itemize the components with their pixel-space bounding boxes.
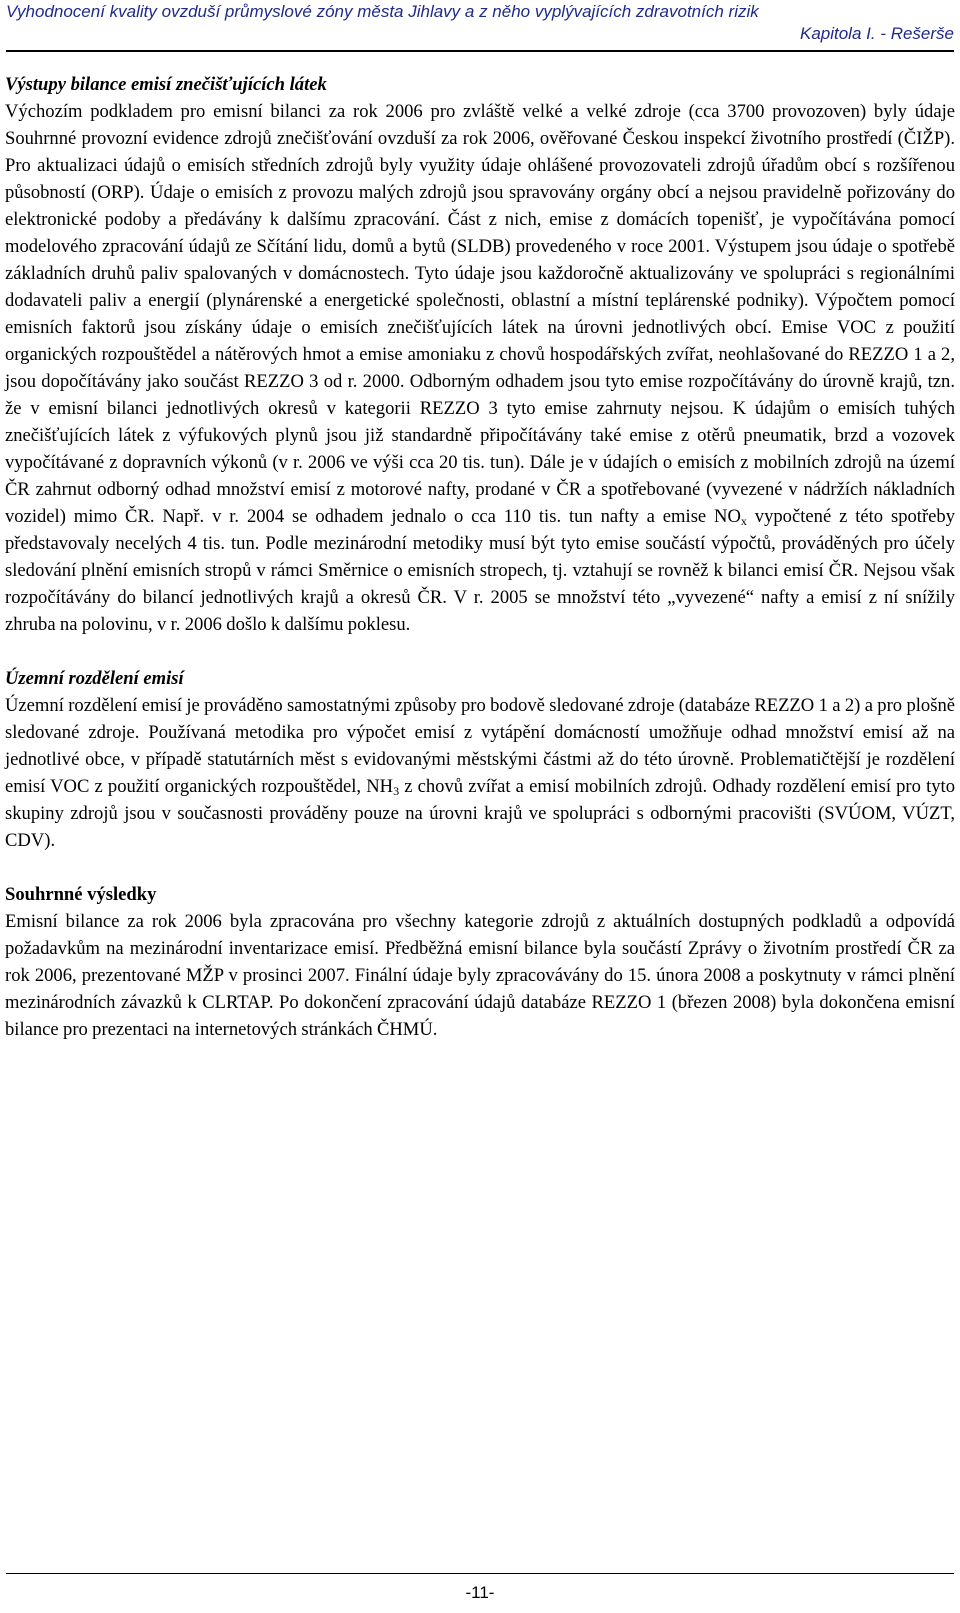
section-emission-outputs xyxy=(5,71,955,638)
paragraph-text: Územní rozdělení emisí je prováděno samostatnými způsoby pro bodově sledované zdroje (databáze REZZO 1 a 2) a pro plošně sledované zdroje. Používaná metodika pro výpočet emisí z vytápění domácností umožňuje odhad množství emisí až na jednotlivé obce, v případě statutárních měst s evidovanými městskými částmi až do této úrovně. Problematičtější je rozdělení emisí VOC z použití organických rozpouštědel, NH xyxy=(5,695,955,797)
section-paragraph xyxy=(5,692,955,854)
document-title: Vyhodnocení kvality ovzduší průmyslové zóny města Jihlavy a z něho vyplývajících zdravotních rizik xyxy=(6,2,759,21)
section-paragraph xyxy=(5,98,955,638)
document-body xyxy=(5,71,955,1043)
section-territorial-distribution xyxy=(5,665,955,854)
paragraph-text: Výchozím podkladem pro emisní bilanci za rok 2006 pro zvláště velké a velké zdroje (cca 3700 provozoven) byly údaje Souhrnné provozní evidence zdrojů znečišťování ovzduší za rok 2006, ověřované Českou inspekcí životního prostředí (ČIŽP). Pro aktualizaci údajů o emisích středních zdrojů byly využity údaje ohlášené provozovateli zdrojů úřadům obcí s rozšířenou působností (ORP). Údaje o emisích z provozu malých zdrojů jsou spravovány orgány obcí a nejsou pravidelně pořizovány do elektronické podoby a předávány k dalšímu zpracování. Část z nich, emise z domácích topenišť, je vypočítávána pomocí modelového zpracování údajů ze Sčítání lidu, domů a bytů (SLDB) provedeného v roce 2001. Výstupem jsou údaje o spotřebě základních druhů paliv spalovaných v domácnostech. Tyto údaje jsou každoročně aktualizovány ve spolupráci s regionálními dodavateli paliv a energií (plynárenské a energetické společnosti, oblastní a místní teplárenské podniky). Výpočtem pomocí emisních faktorů jsou získány údaje o emisích znečišťujících látek na úrovni jednotlivých obcí. Emise VOC z použití organických rozpouštědel a nátěrových hmot a emise amoniaku z chovů hospodářských zvířat, neohlašované do REZZO 1 a 2, jsou dopočítávány jako součást REZZO 3 od r. 2000. Odborným odhadem jsou tyto emise rozpočítávány do úrovně krajů, tzn. že v emisní bilanci jednotlivých okresů v kategorii REZZO 3 tyto emise zahrnuty nejsou. K údajům o emisích tuhých znečišťujících látek z výfukových plynů jsou již standardně připočítávány také emise z otěrů pneumatik, brzd a vozovek vypočítávané z dopravních výkonů (v r. 2006 ve výši cca 20 tis. tun). Dále je v údajích o emisích z mobilních zdrojů na území ČR zahrnut odborný odhad množství emisí z motorové nafty, prodané v ČR a spotřebované (vyvezené v nádržích nákladních vozidel) mimo ČR. Např. v r. 2004 se odhadem jednalo o cca 110 tis. tun nafty a emise NO xyxy=(5,101,955,527)
footer-divider xyxy=(6,1573,954,1574)
section-heading: Výstupy bilance emisí znečišťujících látek xyxy=(5,74,327,95)
section-paragraph: Emisní bilance za rok 2006 byla zpracována pro všechny kategorie zdrojů z aktuálních dostupných podkladů a odpovídá požadavkům na mezinárodní inventarizace emisí. Předběžná emisní bilance byla součástí Zprávy o životním prostředí ČR za rok 2006, prezentované MŽP v prosinci 2007. Finální údaje byly zpracovávány do 15. února 2008 a poskytnuty v rámci plnění mezinárodních závazků k CLRTAP. Po dokončení zpracování údajů databáze REZZO 1 (březen 2008) byla dokončena emisní bilance pro prezentaci na internetových stránkách ČHMÚ. xyxy=(5,911,955,1040)
section-heading: Územní rozdělení emisí xyxy=(5,668,184,689)
page-header xyxy=(6,0,954,52)
section-summary-results xyxy=(5,881,955,1043)
subscript-x: x xyxy=(740,514,747,528)
page-number: -11- xyxy=(465,1583,495,1602)
section-heading: Souhrnné výsledky xyxy=(5,884,157,905)
paragraph-text-continued: vypočtené z této spotřeby představovaly necelých 4 tis. tun. Podle mezinárodní metodiky musí být tyto emise součástí výpočtů, prováděných pro účely sledování plnění emisních stropů v rámci Směrnice o emisních stropech, tj. vztahují se rovněž k bilanci emisí ČR. Nejsou však rozpočítávány do bilancí jednotlivých krajů a okresů ČR. V r. 2005 se množství této „vyvezené“ nafty a emisí z ní snížily zhruba na polovinu, v r. 2006 došlo k dalšímu poklesu. xyxy=(5,506,955,635)
paragraph-text-continued: z chovů zvířat a emisí mobilních zdrojů. Odhady rozdělení emisí pro tyto skupiny zdrojů jsou v současnosti prováděny pouze na úrovni krajů ve spolupráci s odbornými pracovišti (SVÚOM, VÚZT, CDV). xyxy=(5,776,955,851)
subscript-3: 3 xyxy=(393,784,400,798)
chapter-label: Kapitola I. - Rešerše xyxy=(799,24,954,43)
